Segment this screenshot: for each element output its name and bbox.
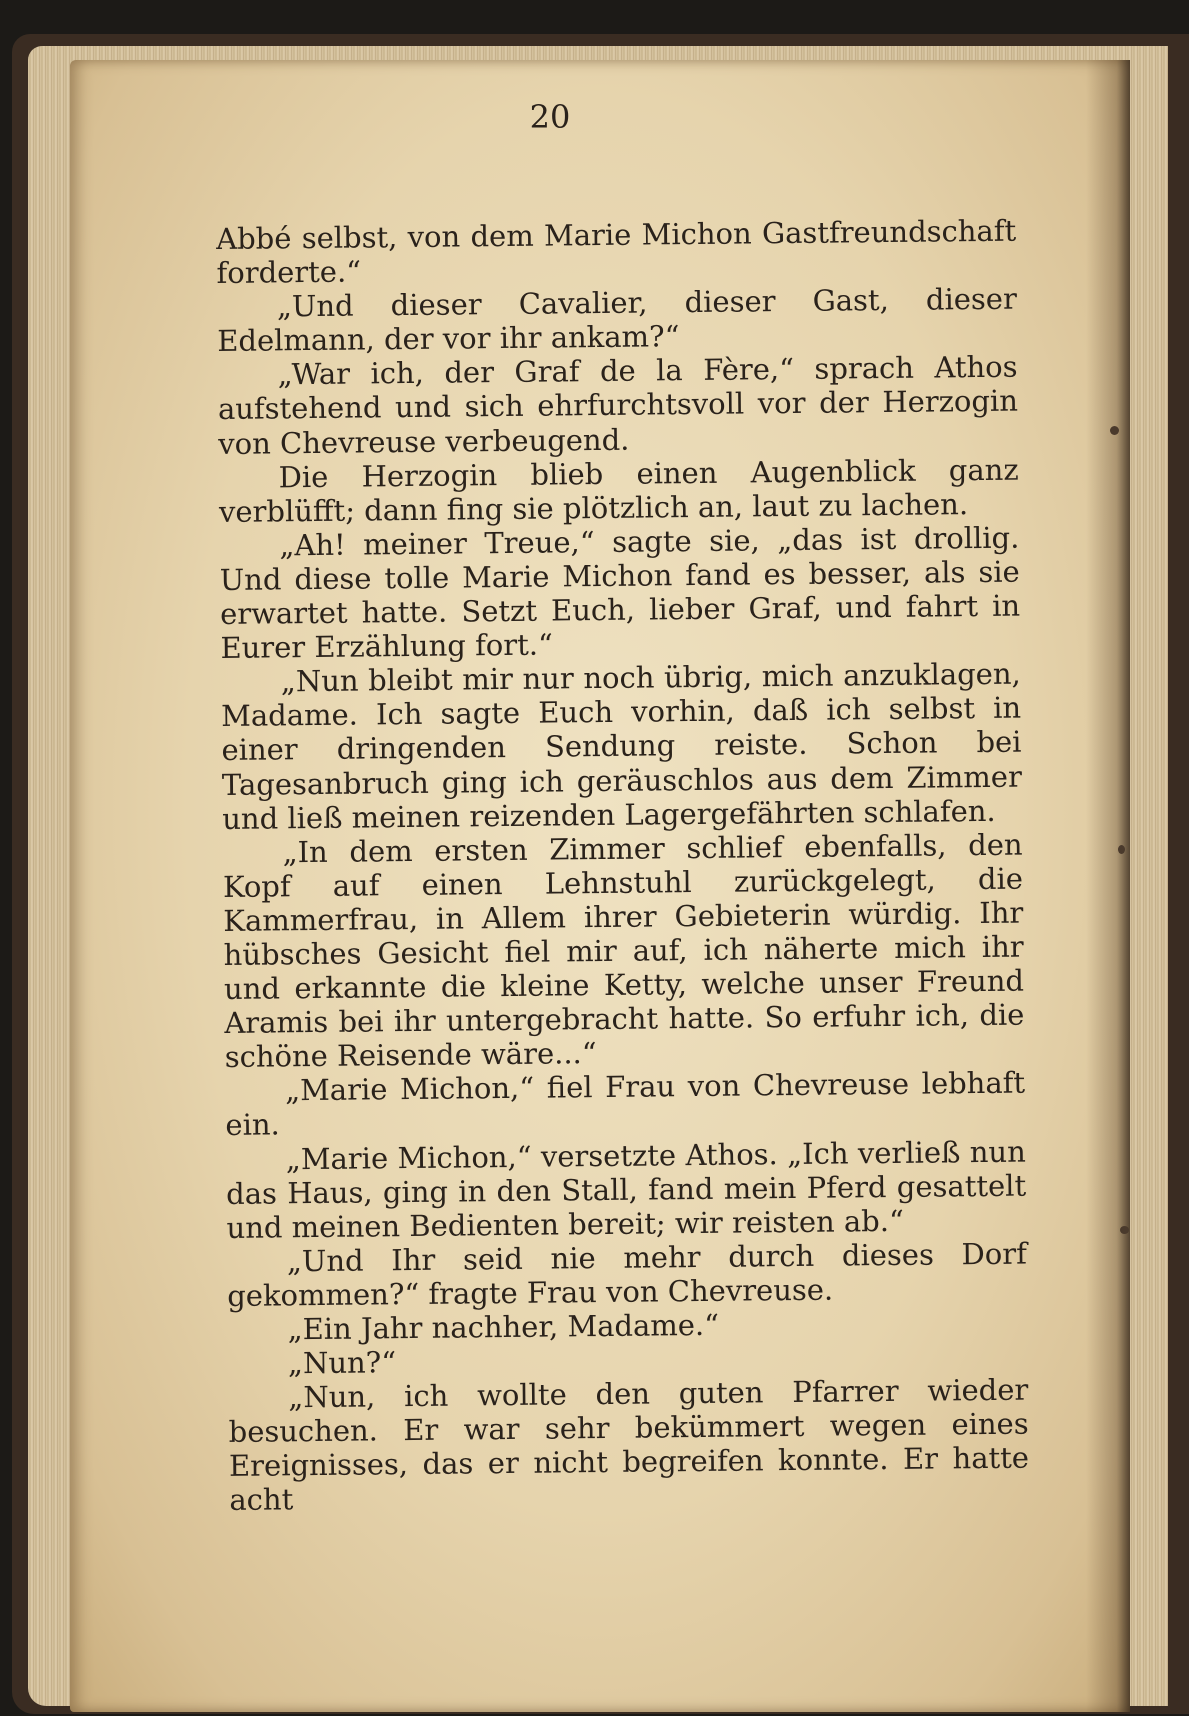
paragraph: „Nun, ich wollte den guten Pfarrer wieder besuchen. Er war sehr bekümmert wegen eines Ereignisses, das er nicht begreifen konnte. Er hatte acht [228, 1372, 1030, 1518]
page-number: 20 [529, 98, 571, 136]
paragraph: „Und Ihr seid nie mehr durch dieses Dorf gekommen?“ fragte Frau von Chevreuse. [227, 1236, 1028, 1313]
paragraph: „Marie Michon,“ versetzte Athos. „Ich verließ nun das Haus, ging in den Stall, fand mein Pferd gesattelt und meinen Bedienten bereit; wir reisten ab.“ [225, 1134, 1027, 1245]
paragraph: Die Herzogin blieb einen Augenblick ganz verblüfft; dann fing sie plötzlich an, laut zu lachen. [218, 452, 1019, 529]
paragraph: „In dem ersten Zimmer schlief ebenfalls, den Kopf auf einen Lehnstuhl zurückgelegt, die Kammerfrau, in Allem ihrer Gebieterin würdig. Ihr hübsches Gesicht fiel mir auf, ich näherte mich ihr und erkannte die kleine Ketty, welche unser Freund Aramis bei ihr untergebracht hatte. So erfuhr ich, die schöne Reisende wäre...“ [222, 827, 1025, 1075]
paragraph: „War ich, der Graf de la Fère,“ sprach Athos aufstehend und sich ehrfurchtsvoll vor der Herzogin von Chevreuse verbeugend. [217, 349, 1019, 461]
paragraph: „Marie Michon,“ fiel Frau von Chevreuse lebhaft ein. [225, 1065, 1026, 1143]
paragraph: „Nun bleibt mir nur noch übrig, mich anzuklagen, Madame. Ich sagte Euch vorhin, daß ich selbst in einer dringenden Sendung reiste. Schon bei Tagesanbruch ging ich geräuschlos aus dem Zimmer und ließ meinen reizenden Lagergefährten schlafen. [220, 656, 1023, 836]
page-gutter-shadow [1086, 60, 1130, 1712]
ink-speck [1118, 845, 1125, 854]
paragraph: „Nun?“ [287, 1345, 397, 1381]
ink-speck [1110, 426, 1119, 435]
paragraph: „Und dieser Cavalier, dieser Gast, dieser Edelmann, der vor ihr ankam?“ [217, 281, 1018, 359]
paragraph: „Ein Jahr nachher, Madame.“ [287, 1307, 720, 1347]
paragraph: „Ah! meiner Treue,“ sagte sie, „das ist drollig. Und diese tolle Marie Michon fand es besser, als sie erwartet hatte. Setzt Euch, lieber Graf, und fahrt in Eurer Erzählung fort.“ [219, 520, 1021, 666]
paragraph: Abbé selbst, von dem Marie Michon Gastfreundschaft forderte.“ [216, 213, 1017, 291]
page-text [216, 214, 1030, 1518]
ink-speck [1120, 1226, 1129, 1234]
